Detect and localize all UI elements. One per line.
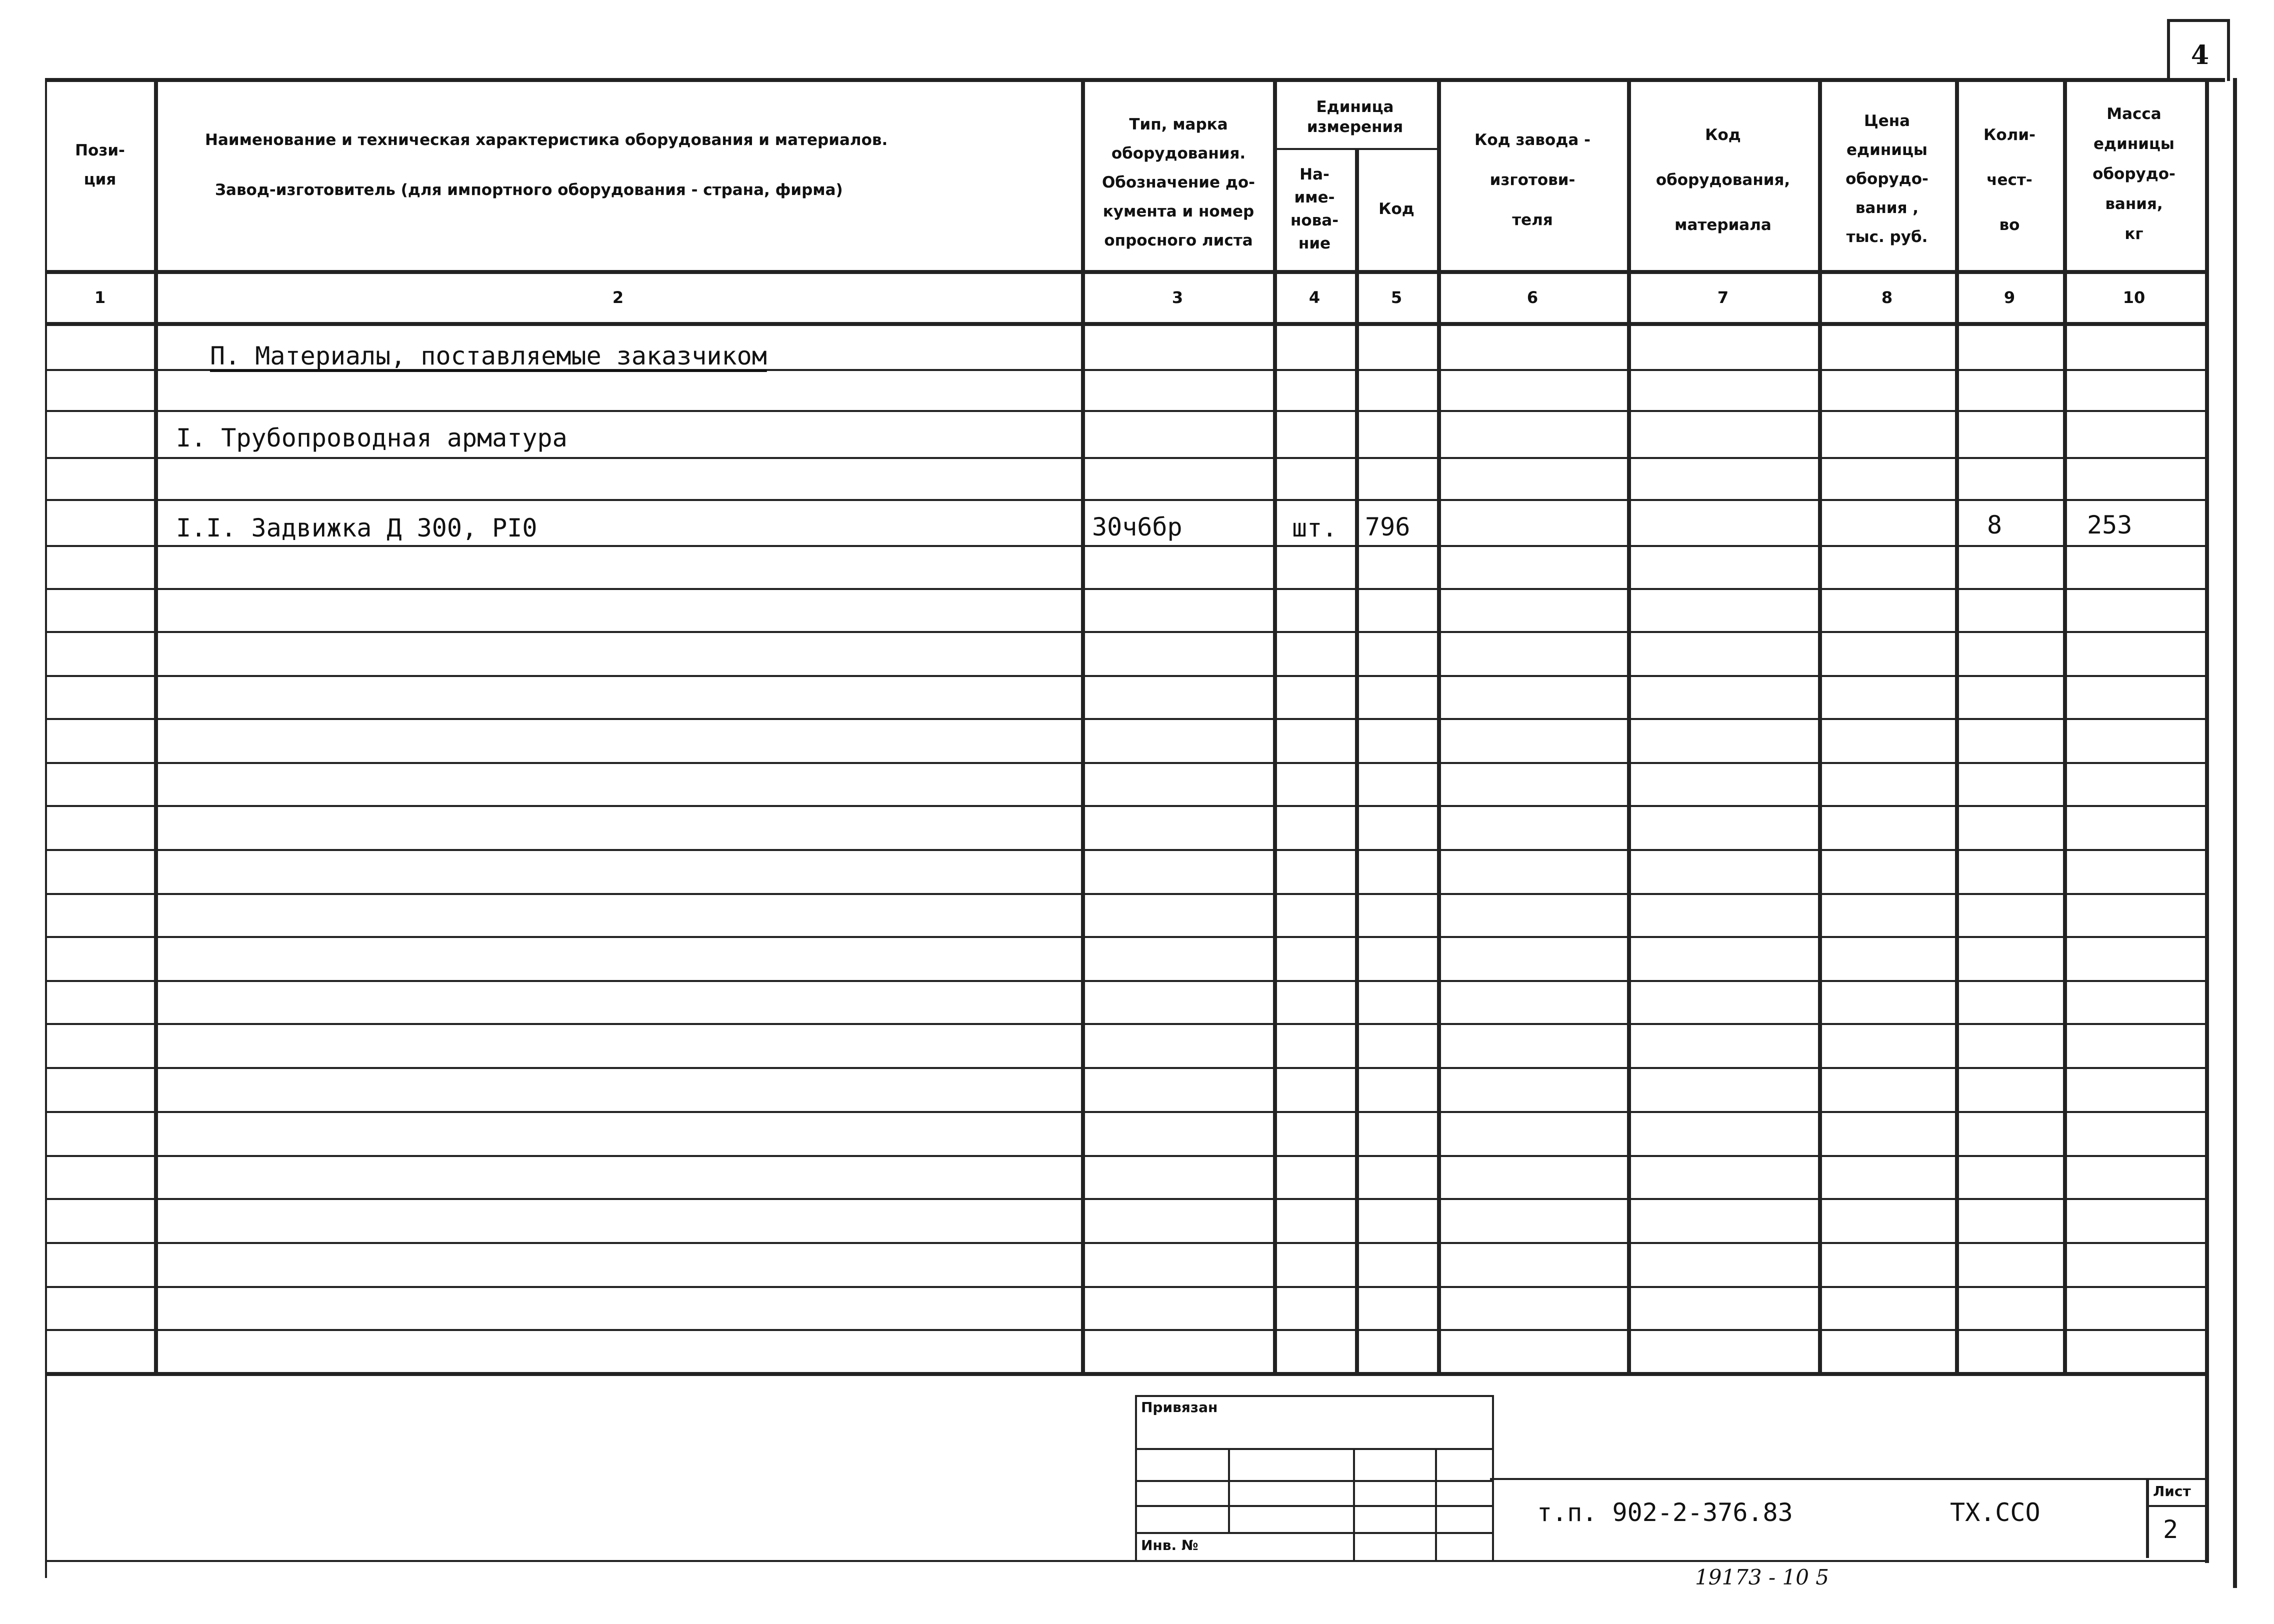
document-code: т.п. 902-2-376.83 [1537,1498,1793,1527]
row-line [45,675,2205,677]
header-price: Цена единицы оборудо- вания , тыс. руб. [1846,112,1928,246]
row-line [45,588,2205,590]
row-line [45,1242,2205,1244]
column-number-1: 1 [94,288,106,307]
frame-right-inner [2205,78,2209,1563]
row-line [45,545,2205,547]
column-number-10: 10 [2122,288,2146,307]
stamp-divider [1435,1448,1437,1560]
row-line [45,1023,2205,1025]
column-number-8: 8 [1881,288,1893,307]
row-line [45,936,2205,938]
stamp-divider [1228,1448,1230,1532]
corner-sheet-number: 4 [2190,40,2210,70]
frame-bottom [45,1560,2205,1562]
table-bottom-line [45,1372,2205,1376]
section-heading: П. Материалы, поставляемые заказчиком [210,342,767,370]
title-block-line [1490,1478,2205,1480]
row-line [45,718,2205,720]
header-equipment-code: Код оборудования, материала [1656,126,1790,234]
header-name-line1: Наименование и техническая характеристика оборудования и материалов. [205,131,888,149]
header-bottom-line [45,270,2205,274]
column-number-7: 7 [1717,288,1729,307]
row-line [45,1329,2205,1331]
stamp-line [1135,1480,1492,1482]
row-line [45,499,2205,501]
stamp-line [1135,1505,1492,1507]
item-unit-code: 796 [1365,512,1410,542]
stamp-line [1135,1532,1492,1534]
item-quantity: 8 [1987,510,2002,540]
header-type: Тип, марка оборудования. Обозначение до- кумента и номер опросного листа [1102,116,1256,250]
stamp-line [1135,1448,1492,1450]
row-line [45,1111,2205,1113]
sheet-label-line [2146,1505,2205,1507]
row-line [45,980,2205,982]
stamp-frame [1135,1395,1494,1560]
row-line [45,762,2205,764]
row-line [45,1155,2205,1157]
column-number-2: 2 [612,288,624,307]
header-name-line2: Завод-изготовитель (для импортного оборудования - страна, фирма) [215,181,843,199]
item-type: 30ч6бр [1092,512,1182,542]
header-quantity: Коли- чест- во [1984,126,2036,234]
row-line [45,1286,2205,1288]
stamp-bound-label: Привязан [1141,1399,1218,1416]
row-line [45,1067,2205,1069]
col-divider-4 [1355,148,1359,1373]
row-line [45,849,2205,851]
handwritten-note: 19173 - 10 5 [1695,1565,1830,1590]
colnum-bottom-line [45,322,2205,326]
header-manufacturer-code: Код завода - изготови- теля [1474,131,1590,229]
frame-right-outer [2233,78,2237,1588]
header-unit-group: Единица измерения [1306,98,1404,136]
header-mass: Масса единицы оборудо- вания, кг [2092,105,2176,243]
sheet-label: Лист [2153,1483,2191,1500]
column-number-3: 3 [1172,288,1184,307]
item-unit: шт. [1292,514,1338,542]
document-mark: ТХ.ССО [1950,1498,2040,1527]
row-line [45,410,2205,412]
header-position: Пози- ция [75,142,125,188]
item-name: I.I. Задвижка Д 300, PI0 [176,514,538,542]
row-line [45,893,2205,895]
row-line [45,631,2205,633]
frame-top [45,78,2225,82]
stamp-divider [1353,1448,1355,1560]
header-unit-code: Код [1378,200,1414,218]
column-number-5: 5 [1390,288,1402,307]
column-number-9: 9 [2004,288,2016,307]
column-number-4: 4 [1308,288,1320,307]
column-number-6: 6 [1526,288,1538,307]
group-heading: I. Трубопроводная арматура [176,424,568,452]
header-unit-name: На- име- нова- ние [1290,166,1339,252]
sheet-number: 2 [2163,1515,2178,1544]
row-line [45,805,2205,807]
row-line [45,1198,2205,1200]
item-mass: 253 [2087,510,2132,540]
row-line [45,457,2205,459]
stamp-inv-label: Инв. № [1141,1537,1198,1554]
